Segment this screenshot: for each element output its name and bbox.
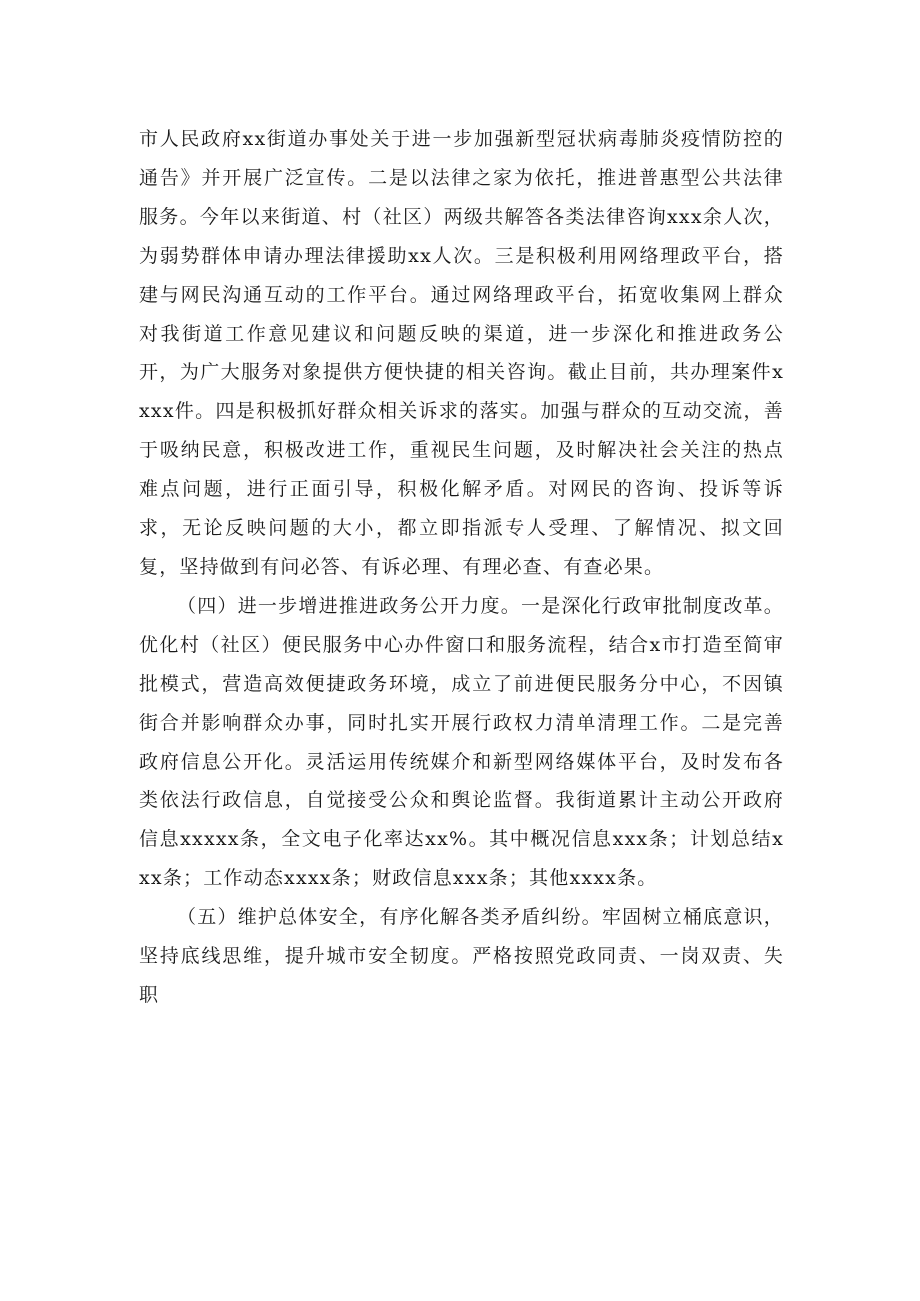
paragraph-3: （五）维护总体安全，有序化解各类矛盾纠纷。牢固树立桶底意识，坚持底线思维，提升城市安全韧度。严格按照党政同责、一岗双责、失职 — [139, 906, 784, 1006]
document-body — [139, 120, 784, 1015]
paragraph-2: （四）进一步增进推进政务公开力度。一是深化行政审批制度改革。优化村（社区）便民服务中心办件窗口和服务流程，结合x市打造至简审批模式，营造高效便捷政务环境，成立了前进便民服务分中心，不因镇街合并影响群众办事，同时扎实开展行政权力清单清理工作。二是完善政府信息公开化。灵活运用传统媒介和新型网络媒体平台，及时发布各类依法行政信息，自觉接受公众和舆论监督。我街道累计主动公开政府信息xxxxx条，全文电子化率达xx%。其中概况信息xxx条；计划总结xxx条；工作动态xxxx条；财政信息xxx条；其他xxxx条。 — [139, 594, 784, 890]
paragraph-1: 市人民政府xx街道办事处关于进一步加强新型冠状病毒肺炎疫情防控的通告》并开展广泛宣传。二是以法律之家为依托，推进普惠型公共法律服务。今年以来街道、村（社区）两级共解答各类法律咨询xxx余人次，为弱势群体申请办理法律援助xx人次。三是积极利用网络理政平台，搭建与网民沟通互动的工作平台。通过网络理政平台，拓宽收集网上群众对我街道工作意见建议和问题反映的渠道，进一步深化和推进政务公开，为广大服务对象提供方便快捷的相关咨询。截止目前，共办理案件xxxx件。四是积极抓好群众相关诉求的落实。加强与群众的互动交流，善于吸纳民意，积极改进工作，重视民生问题，及时解决社会关注的热点难点问题，进行正面引导，积极化解矛盾。对网民的咨询、投诉等诉求，无论反映问题的大小，都立即指派专人受理、了解情况、拟文回复，坚持做到有问必答、有诉必理、有理必查、有查必果。 — [139, 128, 784, 578]
